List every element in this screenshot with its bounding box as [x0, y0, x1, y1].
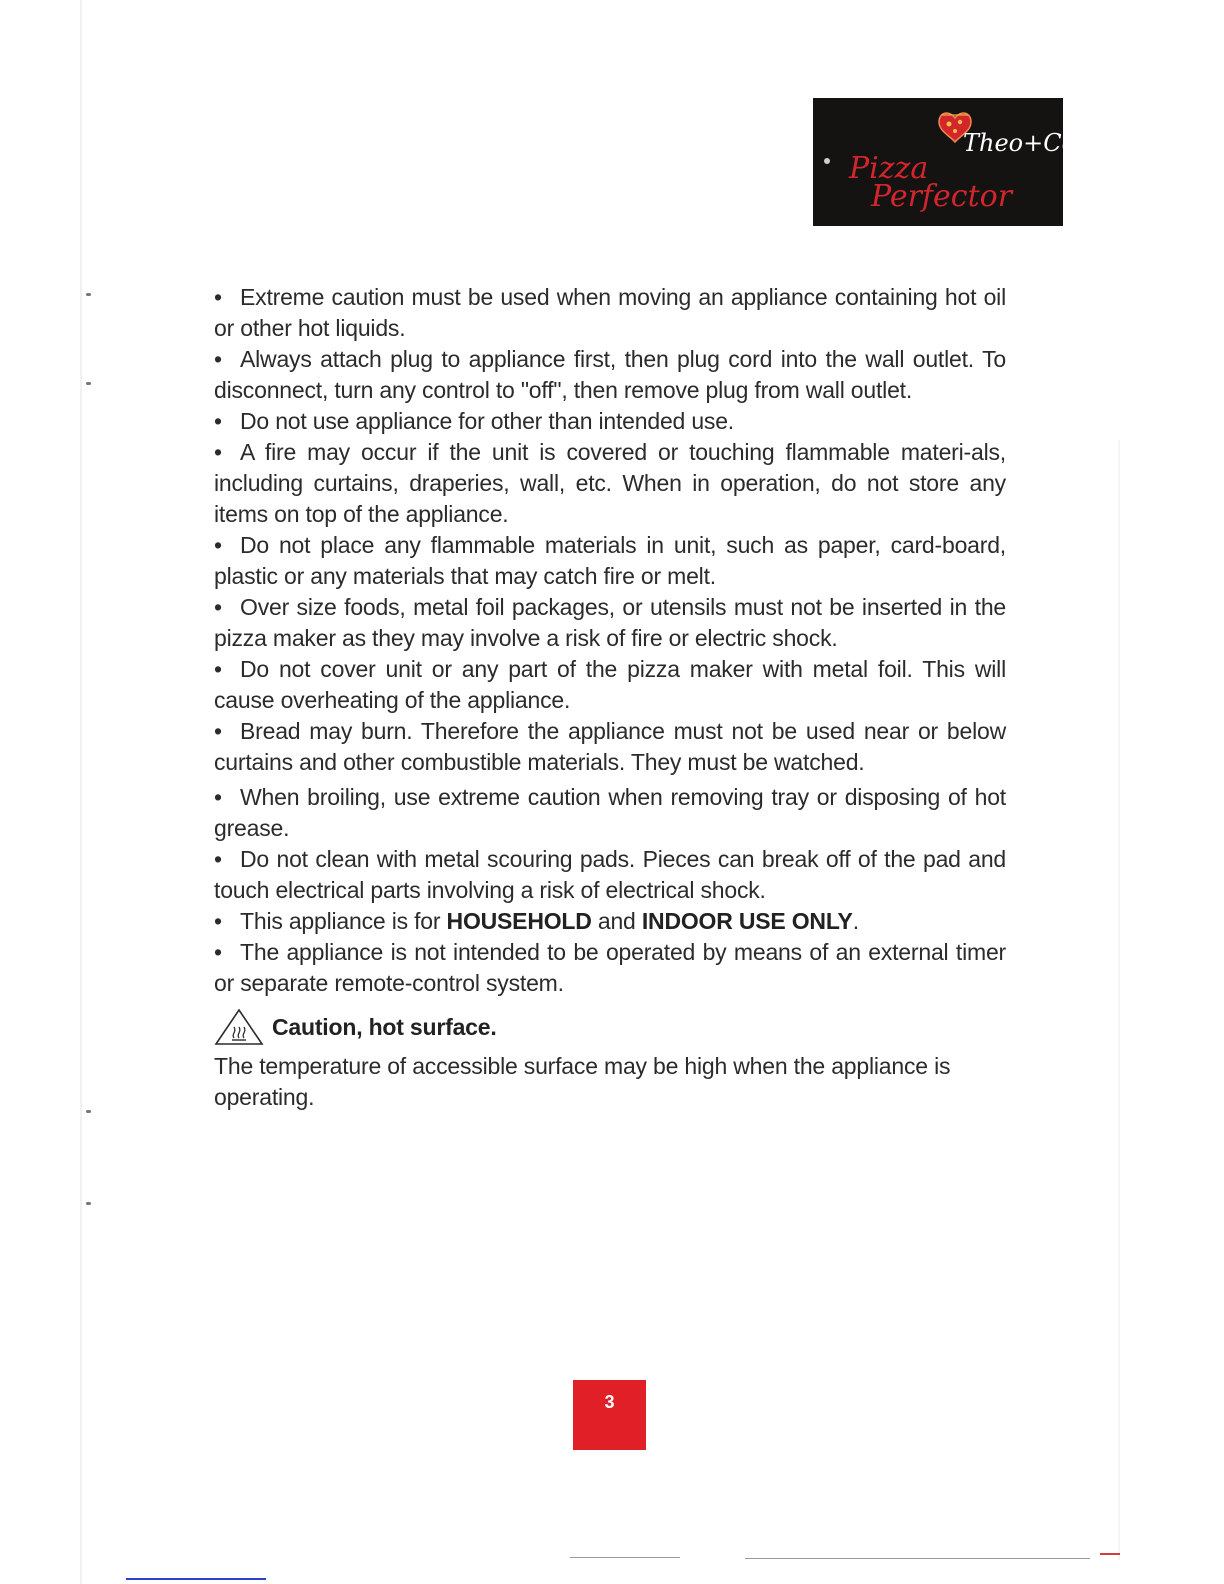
bullet-icon: • — [214, 846, 222, 872]
item-text: This appliance is for — [240, 908, 447, 934]
footer-rule — [1100, 1553, 1120, 1555]
scan-speck — [86, 293, 91, 296]
bullet-icon: • — [214, 908, 222, 934]
page-number: 3 — [573, 1380, 646, 1450]
item-text: Over size foods, metal foil packages, or utensils must not be inserted in the pizza maker as they may involve a risk of fire or electric shock. — [214, 594, 1006, 651]
item-text: Do not clean with metal scouring pads. Pieces can break off of the pad and touch electrical parts involving a risk of electrical shock. — [214, 846, 1006, 903]
item-text: A fire may occur if the unit is covered or touching flammable materi-als, including curtains, draperies, wall, etc. When in operation, do not store any items on top of the appliance. — [214, 439, 1006, 527]
scan-edge — [1118, 440, 1120, 1560]
safety-item — [214, 716, 1006, 778]
bullet-icon: • — [214, 656, 222, 682]
safety-item — [214, 530, 1006, 592]
brand-logo — [813, 98, 1077, 226]
item-text: The appliance is not intended to be operated by means of an external timer or separate remote-control system. — [214, 939, 1006, 996]
bullet-icon: • — [214, 439, 222, 465]
logo-product-line1: Pizza — [849, 151, 929, 186]
logo-product-line2: Perfector — [871, 179, 1013, 214]
caution-heading — [214, 1005, 1006, 1049]
safety-item — [214, 654, 1006, 716]
bullet-icon: • — [214, 594, 222, 620]
item-text: Do not use appliance for other than intended use. — [240, 408, 734, 434]
logo-artwork — [813, 98, 1077, 226]
bullet-icon: • — [214, 784, 222, 810]
emphasis-text: HOUSEHOLD — [446, 908, 592, 934]
scan-speck — [86, 382, 91, 385]
scan-edge — [80, 0, 82, 1584]
bullet-icon: • — [214, 939, 222, 965]
caution-title: Caution, hot surface. — [272, 1013, 497, 1040]
safety-item — [214, 844, 1006, 906]
item-text: When broiling, use extreme caution when removing tray or disposing of hot grease. — [214, 784, 1006, 841]
scan-speck — [86, 1110, 91, 1113]
safety-item — [214, 782, 1006, 844]
footer-rule — [126, 1578, 266, 1580]
bullet-icon: • — [214, 346, 222, 372]
safety-item — [214, 282, 1006, 344]
emphasis-text: INDOOR USE ONLY — [641, 908, 853, 934]
item-text: Extreme caution must be used when moving an appliance containing hot oil or other hot liquids. — [214, 284, 1006, 341]
safety-item — [214, 406, 1006, 437]
safety-item — [214, 592, 1006, 654]
scan-speck — [86, 1202, 91, 1205]
bullet-icon: • — [214, 718, 222, 744]
safety-item — [214, 437, 1006, 530]
item-text: and — [591, 908, 642, 934]
item-text: Do not cover unit or any part of the pizza maker with metal foil. This will cause overheating of the appliance. — [214, 656, 1006, 713]
safety-item — [214, 344, 1006, 406]
hot-surface-warning-icon — [214, 1008, 264, 1046]
item-text: Do not place any flammable materials in unit, such as paper, card-board, plastic or any materials that may catch fire or melt. — [214, 532, 1006, 589]
footer-rule — [745, 1558, 1090, 1559]
safety-item — [214, 906, 1006, 937]
safety-item — [214, 937, 1006, 999]
caution-text: The temperature of accessible surface may be high when the appliance is operating. — [214, 1053, 951, 1110]
safety-list — [214, 282, 1006, 999]
item-text: . — [852, 908, 859, 934]
footer-rule — [570, 1557, 680, 1558]
safety-instructions — [214, 282, 1006, 1113]
bullet-icon: • — [214, 284, 222, 310]
item-text: Bread may burn. Therefore the appliance must not be used near or below curtains and other combustible materials. They must be watched. — [214, 718, 1006, 775]
bullet-icon: • — [214, 408, 222, 434]
bullet-icon: • — [214, 532, 222, 558]
logo-brand-text: Theo+Co — [963, 129, 1077, 157]
item-text: Always attach plug to appliance first, then plug cord into the wall outlet. To disconnect, turn any control to "off", then remove plug from wall outlet. — [214, 346, 1006, 403]
